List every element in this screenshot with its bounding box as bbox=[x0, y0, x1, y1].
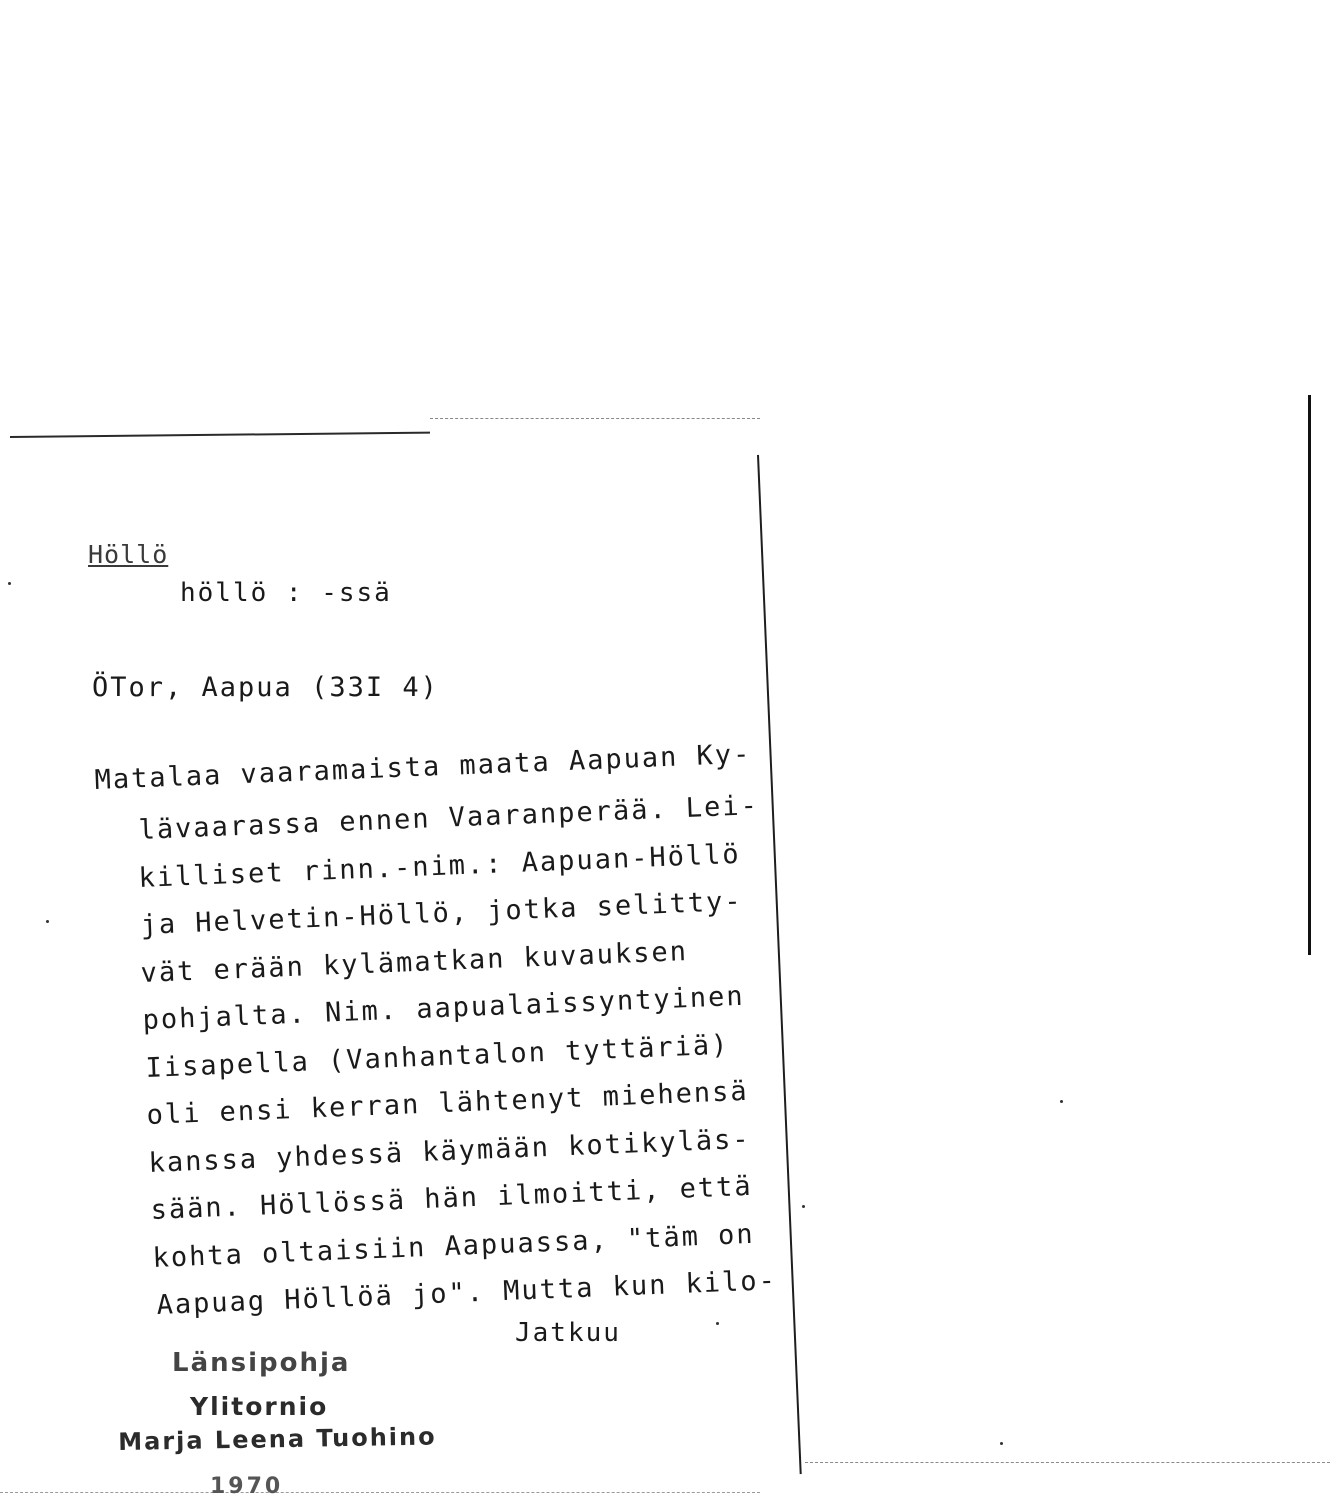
body-line: killiset rinn.-nim.: Aapuan-Höllö bbox=[138, 838, 742, 894]
page-right-edge bbox=[1308, 395, 1311, 955]
place-reference: ÖTor, Aapua (33I 4) bbox=[92, 672, 439, 703]
page-bottom-edge bbox=[805, 1462, 1330, 1463]
body-line: oli ensi kerran lähtenyt miehensä bbox=[146, 1075, 750, 1131]
scan-speck bbox=[802, 1205, 805, 1208]
body-line: Matalaa vaaramaista maata Aapuan Ky- bbox=[94, 738, 752, 796]
scan-speck bbox=[8, 582, 11, 585]
scan-speck bbox=[716, 1322, 719, 1325]
headword: Höllö bbox=[88, 540, 169, 569]
scan-speck bbox=[1060, 1100, 1063, 1103]
scan-speck bbox=[1000, 1442, 1003, 1445]
scan-speck bbox=[46, 920, 49, 923]
body-line: kanssa yhdessä käymään kotikyläs- bbox=[148, 1123, 752, 1179]
stamp-parish: Ylitornio bbox=[190, 1392, 329, 1421]
stamp-collector: Marja Leena Tuohino bbox=[118, 1422, 437, 1456]
body-line: vät erään kylämatkan kuvauksen bbox=[140, 936, 689, 989]
card-top-edge-faint bbox=[430, 418, 760, 419]
body-line: lävaarassa ennen Vaaranperää. Lei- bbox=[138, 790, 760, 846]
card-top-edge bbox=[10, 432, 430, 438]
body-line: Aapuag Höllöä jo". Mutta kun kilo- bbox=[156, 1265, 778, 1321]
stamp-year: 1970 bbox=[210, 1474, 284, 1499]
card-bottom-edge bbox=[0, 1492, 760, 1493]
inflection: höllö : -ssä bbox=[180, 578, 392, 608]
body-line: pohjalta. Nim. aapualaissyntyinen bbox=[142, 980, 746, 1036]
body-line: Iisapella (Vanhantalon tyttäriä) bbox=[145, 1029, 730, 1084]
body-line: ja Helvetin-Höllö, jotka selitty- bbox=[140, 885, 744, 941]
body-line: kohta oltaisiin Aapuassa, "täm on bbox=[152, 1218, 756, 1274]
stamp-region: Länsipohja bbox=[172, 1348, 351, 1378]
body-line: sään. Höllössä hän ilmoitti, että bbox=[150, 1170, 754, 1226]
continues-note: Jatkuu bbox=[515, 1318, 621, 1348]
card-right-edge bbox=[757, 455, 802, 1474]
